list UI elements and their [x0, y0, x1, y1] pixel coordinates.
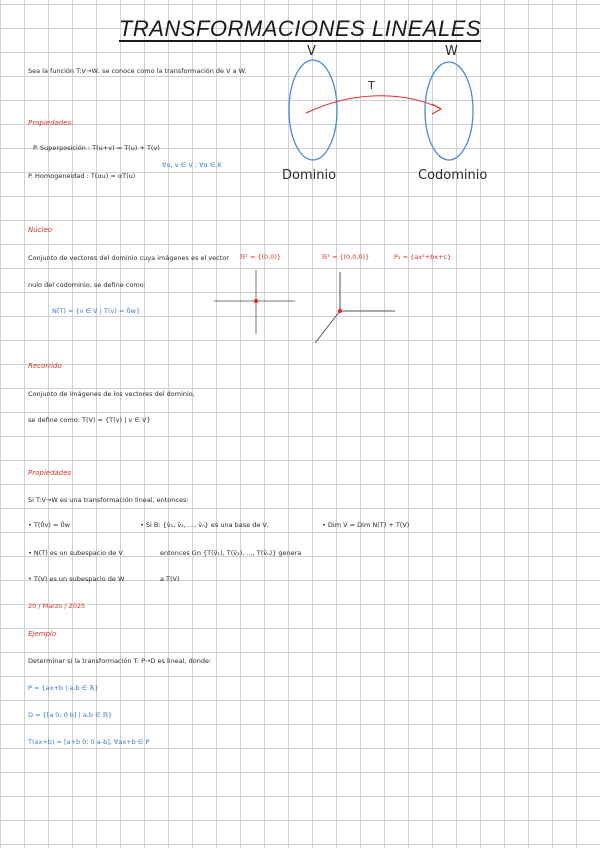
kernel-definition: N(T) = {v ∈ V | T(v) = 0̄w} — [52, 307, 141, 315]
set-r2: ℝ² = {(0,0)} — [240, 253, 282, 261]
example-d-definition: D = {[a 0; 0 b] | a,b ∈ ℝ} — [28, 711, 113, 719]
r3-x-axis — [315, 311, 340, 343]
date-label: 20 / Marzo / 2025 — [28, 602, 86, 610]
domain-label: Dominio — [282, 168, 337, 183]
example-statement: Determinar si la transformación T: P→D es lineal, donde: — [28, 657, 212, 665]
basis-line1: • Si B: {v̄₁, v̄₂, ..., v̄ₙ} es una base de V, — [140, 521, 269, 529]
property-kernel-subspace: • N(T) es un subespacio de V — [28, 549, 123, 557]
property-zero: • T(0̄v) = 0̄w — [28, 521, 70, 529]
range-heading: Recorrido — [28, 362, 62, 370]
r3-origin-dot — [338, 309, 342, 313]
homogeneity-property: P. Homogeneidad : T(αu) = αT(u) — [28, 172, 136, 180]
mapping-arrow — [306, 96, 440, 113]
properties2-heading: Propiedades — [28, 469, 72, 477]
range-line1: Conjunto de imágenes de los vectores del dominio, — [28, 390, 195, 398]
properties2-intro: Si T:V→W es una transformación lineal, entonces: — [28, 496, 189, 504]
intro-text: Sea la función T:V→W, se conoce como la transformación de V a W. — [28, 67, 247, 75]
set-p2: P₂ = {ax²+bx+c} — [394, 253, 452, 261]
property-range-subspace: • T(V) es un subespacio de W — [28, 575, 125, 583]
example-t-definition: T(ax+b) = [a+b 0; 0 a-b], ∀ax+b ∈ P — [28, 738, 150, 746]
t-label: T — [368, 79, 375, 92]
dimension-theorem: • Dim V = Dim N(T) + T(V) — [322, 521, 410, 529]
quantifier-text: ∀u, v ∈ V ; ∀α ∈ K — [162, 161, 222, 169]
w-label: W — [445, 44, 458, 59]
kernel-heading: Núcleo — [28, 226, 53, 234]
codomain-label: Codominio — [418, 168, 488, 183]
basis-line3: a T(V) — [160, 575, 180, 583]
superposition-property: P. Superposición : T(u+v) = T(u) + T(v) — [33, 144, 160, 152]
properties-heading: Propiedades: — [28, 119, 74, 127]
example-heading: Ejemplo — [28, 630, 57, 638]
r2-origin-dot — [254, 299, 258, 303]
basis-line2: entonces Gn {T(v̄₁), T(v̄₂), ..., T(v̄ₙ)} genera — [160, 549, 302, 557]
kernel-line1: Conjunto de vectores del dominio cuya imágenes es el vector — [28, 254, 229, 262]
set-r3: ℝ³ = {(0,0,0)} — [322, 253, 370, 261]
page-title: TRANSFORMACIONES LINEALES — [118, 16, 482, 41]
kernel-line2: nulo del codominio, se define como: — [28, 281, 146, 289]
range-line2: se define como: T(V) = {T(v) | v ∈ V} — [28, 416, 151, 424]
example-p-definition: P = {ax+b | a,b ∈ ℝ} — [28, 684, 99, 692]
v-label: V — [307, 44, 316, 59]
codomain-ellipse — [425, 62, 473, 160]
